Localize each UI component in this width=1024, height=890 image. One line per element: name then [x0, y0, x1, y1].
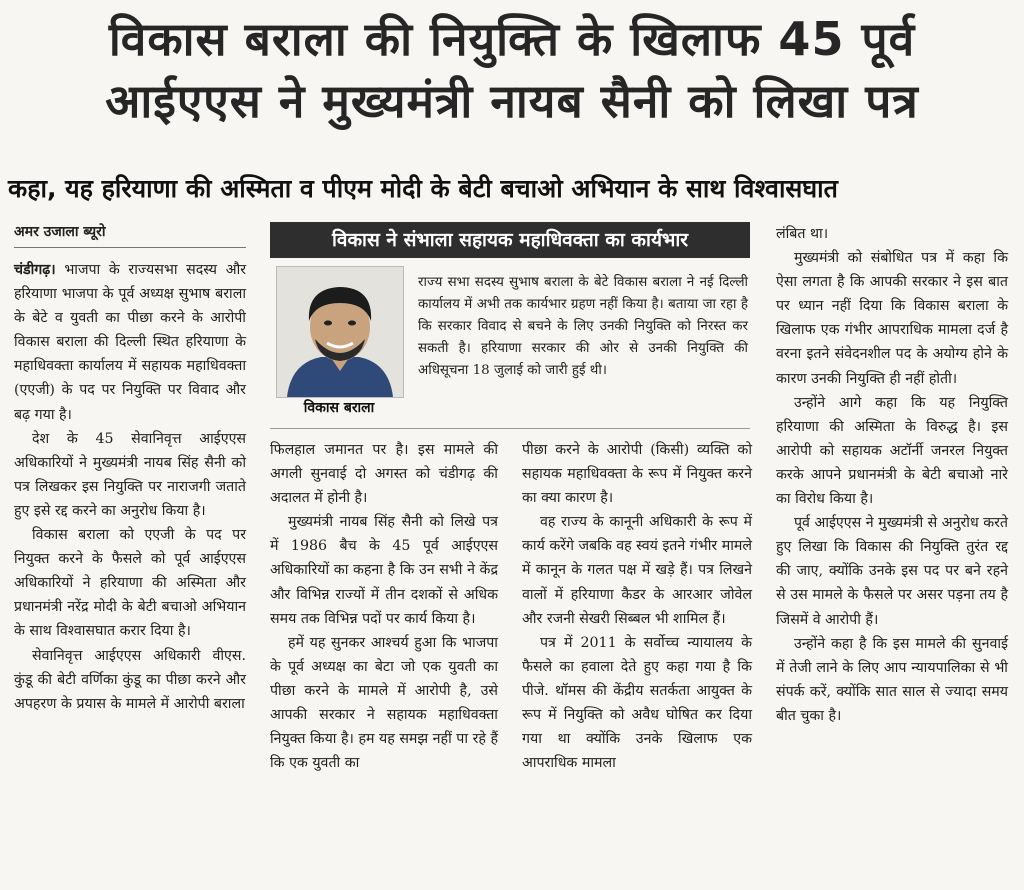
portrait-illustration	[277, 267, 403, 397]
paragraph: विकास बराला को एएजी के पद पर नियुक्त करने के फैसले को पूर्व आईएएस अधिकारियों ने हरियाणा की अस्मिता और प्रधानमंत्री नरेंद्र मोदी के बेटी बचाओ अभियान के साथ विश्वासघात करार दिया है।	[14, 527, 246, 640]
subheadline: कहा, यह हरियाणा की अस्मिता व पीएम मोदी के बेटी बचाओ अभियान के साथ विश्वासघात	[8, 174, 838, 203]
paragraph: पूर्व आईएएस ने मुख्यमंत्री से अनुरोध करते हुए लिखा कि विकास की नियुक्ति तुरंत रद्द की जाए, क्योंकि उनके इस पद पर बने रहने से उस मामले के फैसले पर असर पड़ना तय है जिसमें वे आरोपी हैं।	[776, 515, 1008, 628]
paragraph: पत्र में 2011 के सर्वोच्च न्यायालय के फैसले का हवाला देते हुए कहा गया है कि पीजे. थॉमस की केंद्रीय सतर्कता आयुक्त के रूप में नियुक्ति को अवैध घोषित कर दिया गया था क्योंकि उनके खिलाफ एक आपराधिक मामला	[522, 634, 752, 772]
paragraph: देश के 45 सेवानिवृत्त आईएएस अधिकारियों ने मुख्यमंत्री नायब सिंह सैनी को पत्र लिखकर इस नियुक्ति पर नाराजगी जताते हुए इसे रद्द करने का अनुरोध किया है।	[14, 430, 246, 519]
box-title: विकास ने संभाला सहायक महाधिवक्ता का कार्यभार	[270, 222, 750, 258]
photo-caption: विकास बराला	[303, 400, 375, 416]
paragraph: मुख्यमंत्री नायब सिंह सैनी को लिखे पत्र में 1986 बैच के 45 पूर्व आईएएस अधिकारियों का कहना है कि उन सभी ने केंद्र और विभिन्न राज्यों में तीन दशकों से अधिक समय तक विभिन्न पदों पर कार्य किया है।	[270, 514, 498, 627]
box-text: राज्य सभा सदस्य सुभाष बराला के बेटे विकास बराला ने नई दिल्ली कार्यालय में अभी तक कार्यभार ग्रहण नहीं किया है। बताया जा रहा है कि सरकार विवाद से बचने के लिए उनकी नियुक्ति को निरस्त कर सकती है। हरियाणा सरकार की ओर से उनकी नियुक्ति की अधिसूचना 18 जुलाई को जारी हुई थी।	[418, 275, 748, 378]
box-divider	[270, 428, 750, 429]
paragraph: वह राज्य के कानूनी अधिकारी के रूप में कार्य करेंगे जबकि वह स्वयं इतने गंभीर मामले में कानून के गलत पक्ष में खड़े हैं। पत्र लिखने वालों में हरियाणा कैडर के आरआर जोवेल और रजनी सेखरी सिब्बल भी शामिल हैं।	[522, 514, 752, 627]
paragraph	[14, 258, 246, 427]
byline: अमर उजाला ब्यूरो	[14, 222, 246, 248]
paragraph: हमें यह सुनकर आश्चर्य हुआ कि भाजपा के पूर्व अध्यक्ष का बेटा जो एक युवती का पीछा करने के मामले में आरोपी है, उसे आपकी सरकार ने सहायक महाधिवक्ता नियुक्त किया है। हम यह समझ नहीं पा रहे हैं कि एक युवती का	[270, 634, 498, 772]
article-column-3	[522, 438, 752, 775]
paragraph: उन्होंने आगे कहा कि यह नियुक्ति हरियाणा की अस्मिता के विरुद्ध है। इस आरोपी को सहायक अटॉर्नी जनरल नियुक्त करके आपने प्रधानमंत्री के बेटी बचाओ नारे का विरोध किया है।	[776, 394, 1008, 508]
paragraph: पीछा करने के आरोपी (किसी) व्यक्ति को सहायक महाधिवक्ता के रूप में नियुक्त करने का क्या कारण है।	[522, 442, 752, 507]
headline	[0, 8, 1024, 132]
article-column-4	[776, 222, 1008, 728]
article-column-2	[270, 438, 498, 775]
paragraph: उन्होंने कहा है कि इस मामले की सुनवाई में तेजी लाने के लिए आप न्यायपालिका से भी संपर्क करें, क्योंकि सात साल से ज्यादा समय बीत चुका है।	[776, 635, 1008, 724]
paragraph: मुख्यमंत्री को संबोधित पत्र में कहा कि ऐसा लगता है कि आपकी सरकार ने इस बात पर ध्यान नहीं दिया कि विकास बराला के खिलाफ एक गंभीर आपराधिक मामला दर्ज है वरना इतने संवेदनशील पद के अयोग्य होने के कारण उनकी नियुक्ति ही नहीं होती।	[776, 250, 1008, 387]
paragraph: सेवानिवृत्त आईएएस अधिकारी वीएस. कुंडू की बेटी वर्णिका कुंडू का पीछा करने और अपहरण के प्रयास के मामले में आरोपी बराला	[14, 647, 246, 712]
headline-line-2: आईएएस ने मुख्यमंत्री नायब सैनी को लिखा पत्र	[105, 74, 919, 128]
paragraph: लंबित था।	[776, 226, 829, 242]
article-column-1	[14, 258, 246, 716]
paragraph: फिलहाल जमानत पर है। इस मामले की अगली सुनवाई दो अगस्त को चंडीगढ़ की अदालत में होनी है।	[270, 442, 498, 507]
dateline: चंडीगढ़।	[14, 262, 56, 278]
headline-line-1: विकास बराला की नियुक्ति के खिलाफ 45 पूर्व	[108, 12, 916, 66]
portrait-photo	[276, 266, 404, 398]
paragraph-text: भाजपा के राज्यसभा सदस्य और हरियाणा भाजपा के पूर्व अध्यक्ष सुभाष बराला के बेटे व युवती का पीछा करने के आरोपी विकास बराला की दिल्ली स्थित हरियाणा के महाधिवक्ता कार्यालय में सहायक महाधिवक्ता (एएजी) के पद पर नियुक्ति पर विवाद और बढ़ गया है।	[14, 262, 247, 423]
